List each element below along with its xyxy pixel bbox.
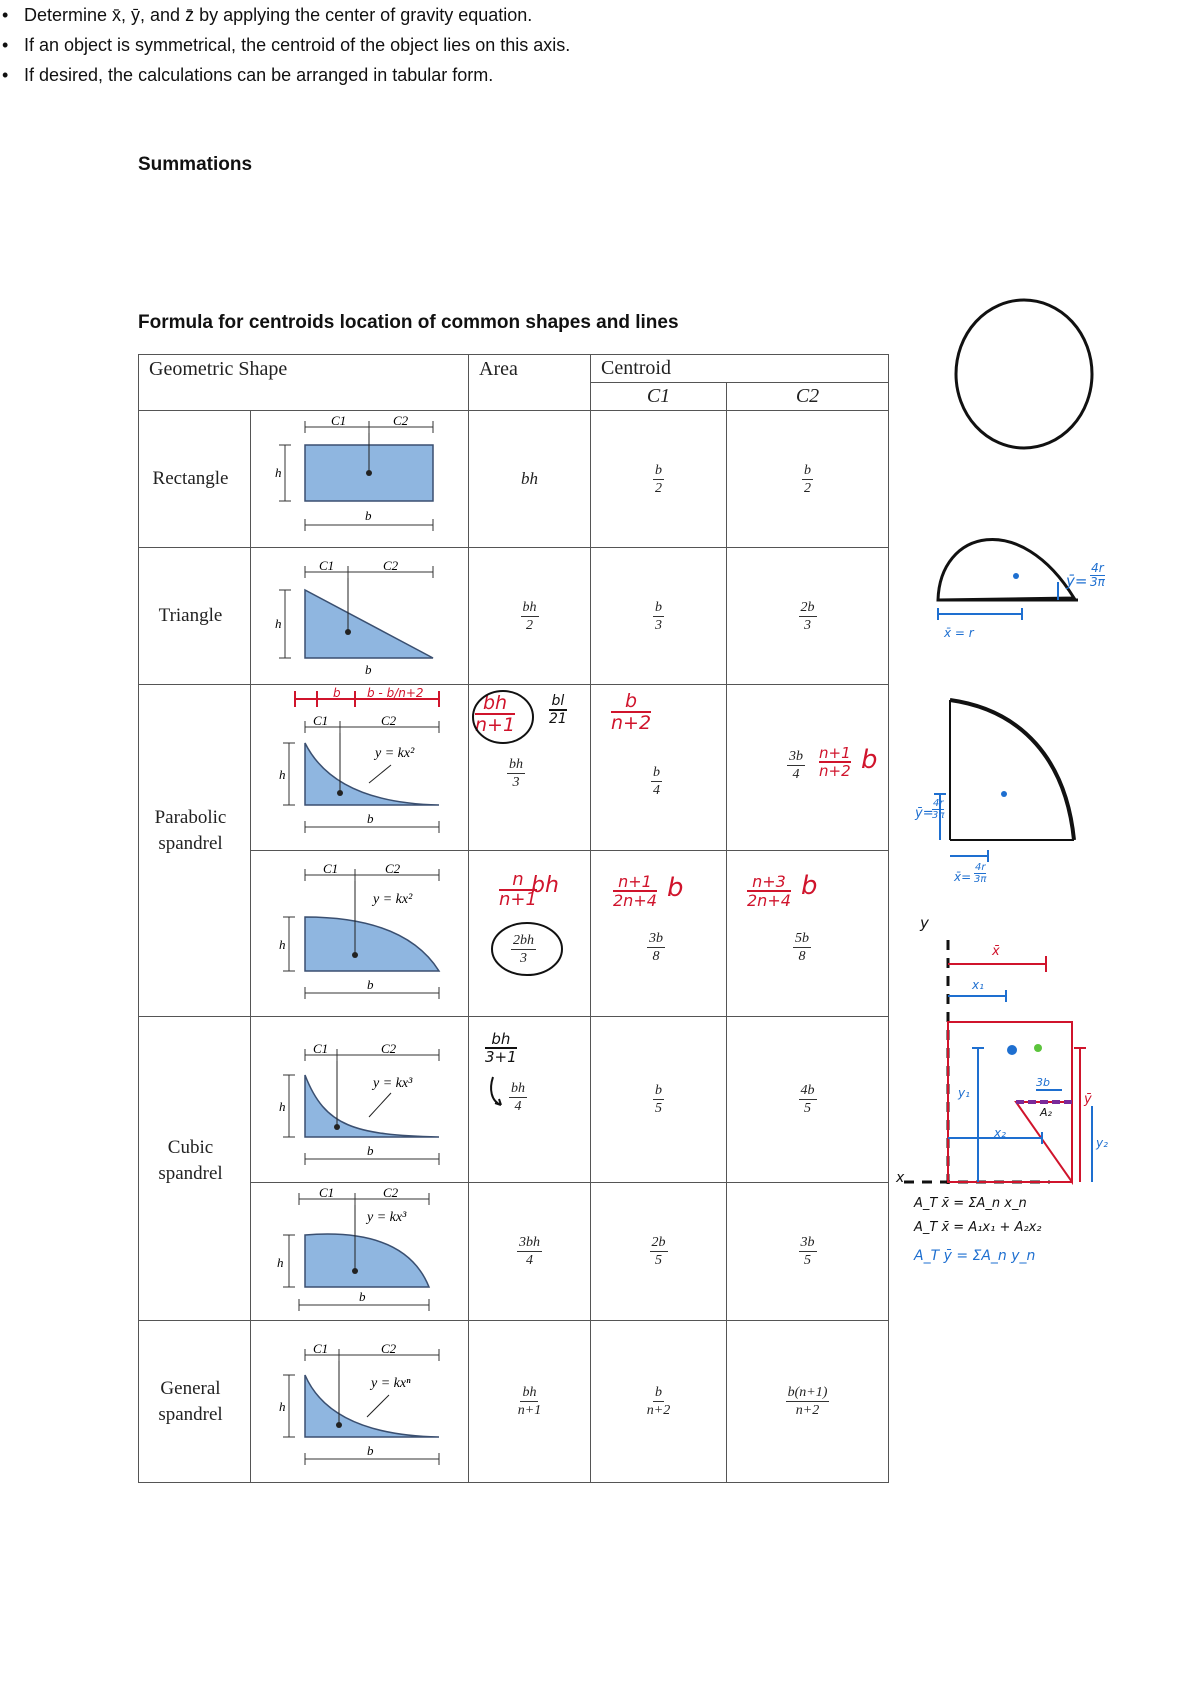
c1-fraction — [645, 1385, 672, 1418]
handwritten-c2-b: b — [861, 745, 878, 775]
area-cell — [469, 548, 591, 685]
c2-label: C2 — [380, 713, 396, 728]
numerator: b — [655, 462, 662, 478]
c1-cell — [591, 1017, 727, 1183]
hw-num: bh — [475, 693, 515, 715]
centroid-dot — [1001, 791, 1007, 797]
triangle-figure — [255, 550, 465, 678]
hw-num: bh — [485, 1031, 517, 1049]
parabolic-figure — [255, 685, 465, 845]
b-label: b — [366, 977, 373, 992]
quarter-x-prefix: x̄= — [954, 870, 972, 884]
c2-cell — [727, 411, 889, 548]
hw-num: n — [499, 871, 537, 891]
handwritten-c2 — [747, 873, 791, 909]
area-cell — [469, 851, 591, 1017]
denominator: 5 — [655, 1253, 662, 1268]
bullet-item — [0, 30, 1200, 60]
area-fraction — [511, 933, 536, 966]
table-row — [139, 1183, 889, 1321]
handwritten-c2-b: b — [801, 871, 818, 901]
semi-x-label: x̄ = r — [944, 626, 974, 640]
c1-label: C1 — [312, 713, 328, 728]
denominator: n+2 — [795, 1403, 820, 1418]
b-label: b — [364, 507, 371, 523]
hw-num: n+1 — [819, 744, 851, 762]
bullet-item — [0, 0, 1200, 30]
shape-name: Triangle — [139, 548, 251, 685]
area-fraction — [516, 1385, 543, 1418]
denominator: 5 — [655, 1101, 662, 1116]
c2-cell — [727, 1017, 889, 1183]
y2-label: y₂ — [1096, 1136, 1108, 1150]
numerator: b — [804, 462, 811, 478]
equation-2: A_T x̄ = A₁x₁ + A₂x₂ — [914, 1220, 1042, 1235]
hw-num: n+3 — [747, 873, 791, 892]
numerator: 3b — [649, 931, 663, 946]
axis-x-label: x — [896, 1170, 905, 1186]
triangle-figure-cell — [251, 548, 469, 685]
hw-den: 3+1 — [485, 1048, 517, 1066]
b-label: b — [366, 811, 373, 826]
denominator: 8 — [798, 949, 806, 964]
bullet-list — [0, 0, 1200, 90]
c1-label: C1 — [312, 1041, 328, 1056]
parabolic-complement-figure — [255, 851, 465, 1011]
c2-cell — [727, 685, 889, 851]
denominator: 3 — [512, 775, 520, 790]
table-row — [139, 685, 889, 851]
area-cell — [469, 411, 591, 548]
y1-label: y₁ — [958, 1086, 970, 1100]
denominator: 2 — [655, 480, 662, 496]
quarter-circle-sketch — [906, 690, 1096, 870]
b-label: b — [364, 661, 371, 677]
c2-cell — [727, 1183, 889, 1321]
hw-den: 21 — [549, 711, 567, 727]
xbar-label: x̄ — [992, 944, 1000, 959]
numerator: bh — [511, 1081, 525, 1096]
hw-den: n+1 — [475, 714, 516, 736]
header-area: Area — [469, 355, 591, 411]
denominator: 2 — [526, 617, 533, 633]
bullet-text: Determine x̄, ȳ, and z̄ by applying the center of gravity equation. — [24, 5, 533, 25]
cubic-figure-cell — [251, 1017, 469, 1183]
handwritten-b-minus: b - b/n+2 — [366, 686, 424, 700]
hand-circle — [469, 687, 539, 747]
denominator: n+1 — [517, 1403, 542, 1418]
shape-name: Parabolic spandrel — [139, 685, 251, 1017]
ybar-label: ȳ — [1084, 1092, 1092, 1107]
shape-name: Cubic spandrel — [139, 1017, 251, 1321]
general-spandrel-figure — [255, 1321, 465, 1477]
semi-y-fraction — [1090, 562, 1105, 589]
handwritten-area-bh: bh — [531, 873, 559, 898]
c2-cell — [727, 1321, 889, 1483]
handwritten-c1 — [613, 873, 657, 909]
numerator: b — [653, 765, 660, 780]
cubic-complement-figure — [255, 1183, 465, 1315]
numerator: bh — [522, 599, 537, 615]
semi-y-prefix: ȳ= — [1066, 572, 1088, 590]
c2-fraction — [799, 600, 817, 633]
cubic-equation: y = kx³ — [366, 1210, 406, 1225]
equation-1: A_T x̄ = ΣA_n x_n — [914, 1196, 1027, 1211]
h-label: h — [278, 1399, 285, 1414]
hand-arrow — [487, 1075, 507, 1111]
hw-num: n+1 — [613, 873, 657, 892]
c2-label: C2 — [380, 1341, 396, 1356]
area-cell — [469, 685, 591, 851]
c2-label: C2 — [392, 412, 408, 428]
numerator: b(n+1) — [787, 1385, 828, 1400]
c2-label: C2 — [382, 557, 398, 573]
c1-fraction — [650, 1235, 668, 1268]
numerator: b — [655, 599, 662, 615]
header-shape: Geometric Shape — [139, 355, 469, 411]
numerator: b — [655, 1083, 662, 1098]
quarter-x-fraction — [974, 862, 986, 885]
bullet-item — [0, 60, 1200, 90]
quarter-y-fraction — [932, 798, 944, 821]
area-cell — [469, 1183, 591, 1321]
area-cell — [469, 1017, 591, 1183]
c2-fraction — [799, 1083, 817, 1116]
area-fraction — [517, 1235, 542, 1268]
general-equation: y = kxⁿ — [370, 1376, 410, 1391]
c1-cell — [591, 411, 727, 548]
denominator: 3π — [1090, 575, 1105, 589]
denominator: 4 — [526, 1253, 533, 1268]
denominator: 3 — [655, 617, 662, 633]
header-c2: C2 — [727, 383, 889, 411]
general-figure-cell — [251, 1321, 469, 1483]
denominator: 2 — [804, 480, 811, 496]
area-fraction — [507, 757, 525, 790]
denominator: 4 — [653, 783, 660, 798]
numerator: b — [654, 1385, 662, 1400]
cubic-figure-cell — [251, 1183, 469, 1321]
c1-fraction — [653, 463, 664, 496]
denominator: 3 — [804, 617, 811, 633]
h-label: h — [278, 767, 285, 782]
c1-cell — [591, 548, 727, 685]
c1-fraction — [653, 1083, 664, 1116]
header-c1: C1 — [591, 383, 727, 411]
denominator: 3 — [520, 951, 527, 966]
c2-label: C2 — [380, 1041, 396, 1056]
c1-fraction — [651, 765, 662, 798]
numerator: 3b — [789, 749, 803, 764]
cubic-figure — [255, 1017, 465, 1177]
handwritten-area-alt — [549, 693, 567, 727]
c2-cell — [727, 851, 889, 1017]
table-row — [139, 411, 889, 548]
shape-name: General spandrel — [139, 1321, 251, 1483]
area-fraction — [509, 1081, 527, 1114]
numerator: bh — [509, 757, 523, 772]
area-fraction — [521, 600, 539, 633]
section-heading: Summations — [138, 154, 253, 175]
c2-fraction — [793, 931, 811, 964]
bullet-text: If an object is symmetrical, the centroid of the object lies on this axis. — [24, 35, 571, 55]
area-value: bh — [521, 469, 538, 488]
c2-label: C2 — [382, 1185, 398, 1200]
numerator: 4r — [974, 862, 986, 873]
equation-3: A_T ȳ = ΣA_n y_n — [914, 1248, 1036, 1264]
c1-cell — [591, 851, 727, 1017]
bullet-text: If desired, the calculations can be arranged in tabular form. — [24, 65, 494, 85]
numerator: bh — [522, 1385, 537, 1400]
numerator: 2b — [800, 599, 815, 615]
centroid-dot — [1013, 573, 1019, 579]
x1-label: x₁ — [972, 978, 984, 992]
table-row — [139, 851, 889, 1017]
denominator: 4 — [514, 1099, 522, 1114]
c2-cell — [727, 548, 889, 685]
rectangle-figure — [255, 413, 465, 541]
numerator: 3b — [800, 1235, 815, 1250]
table-row — [139, 1017, 889, 1183]
hw-den: n+1 — [499, 889, 537, 910]
numerator: 3bh — [519, 1235, 540, 1250]
c1-cell — [591, 685, 727, 851]
shape-name: Rectangle — [139, 411, 251, 548]
c1-cell — [591, 1321, 727, 1483]
parabolic-figure-cell — [251, 851, 469, 1017]
c1-label: C1 — [318, 557, 334, 573]
handwritten-c1-b: b — [667, 873, 684, 903]
a2-label: A₂ — [1040, 1106, 1052, 1119]
c1-label: C1 — [312, 1341, 328, 1356]
denominator: 4 — [792, 767, 800, 782]
quarter-y-prefix: ȳ= — [915, 806, 934, 821]
hw-num: b — [611, 691, 651, 713]
hw-den: n+2 — [819, 762, 851, 780]
b-label: b — [366, 1443, 373, 1458]
hw-num: bl — [549, 693, 567, 711]
circle-sketch — [950, 290, 1110, 460]
h-label: h — [276, 1255, 283, 1270]
c2-fraction — [799, 1235, 817, 1268]
denominator: 5 — [804, 1253, 811, 1268]
numerator: 4r — [932, 798, 944, 809]
area-cell — [469, 1321, 591, 1483]
b-label: b — [366, 1143, 373, 1158]
centroid-dot — [1034, 1044, 1042, 1052]
table-row — [139, 548, 889, 685]
hw-den: n+2 — [611, 712, 652, 734]
handwritten-area — [485, 1031, 517, 1065]
c1-label: C1 — [322, 861, 338, 876]
table-title: Formula for centroids location of common shapes and lines — [138, 312, 679, 333]
c1-fraction — [653, 600, 664, 633]
c1-label: C1 — [330, 412, 346, 428]
centroid-dot — [1007, 1045, 1017, 1055]
tri-b-label: 3b — [1036, 1076, 1050, 1089]
h-label: h — [274, 464, 281, 480]
hw-den: 2n+4 — [613, 891, 657, 910]
semicircle-sketch — [930, 510, 1100, 630]
x2-label: x₂ — [994, 1126, 1006, 1140]
c1-cell — [591, 1183, 727, 1321]
numerator: 4r — [1091, 561, 1104, 575]
parabola-equation: y = kx² — [372, 892, 412, 907]
hw-den: 2n+4 — [747, 891, 791, 910]
header-centroid: Centroid — [591, 355, 889, 383]
axis-y-label: y — [920, 914, 929, 932]
numerator: 2bh — [513, 933, 534, 948]
c1-label: C1 — [318, 1185, 334, 1200]
numerator: 4b — [800, 1083, 815, 1098]
denominator: 5 — [804, 1101, 811, 1116]
rectangle-figure-cell — [251, 411, 469, 548]
c2-label: C2 — [384, 861, 400, 876]
c2-fraction — [786, 1385, 830, 1418]
b-label: b — [358, 1289, 365, 1304]
parabolic-figure-cell — [251, 685, 469, 851]
parabola-equation: y = kx² — [374, 746, 414, 761]
cubic-equation: y = kx³ — [372, 1076, 412, 1091]
handwritten-b: b — [332, 686, 341, 700]
c1-fraction — [647, 931, 665, 964]
handwritten-c1 — [611, 691, 651, 733]
handwritten-c2 — [819, 745, 851, 779]
denominator: 3π — [974, 874, 987, 885]
h-label: h — [278, 1099, 285, 1114]
numerator: 2b — [651, 1235, 666, 1250]
h-label: h — [274, 615, 281, 631]
composite-shape-sketch — [900, 920, 1096, 1190]
numerator: 5b — [795, 931, 809, 946]
centroid-table — [138, 354, 889, 1483]
c2-fraction — [802, 463, 813, 496]
denominator: n+2 — [646, 1403, 671, 1418]
h-label: h — [278, 937, 285, 952]
denominator: 8 — [652, 949, 660, 964]
denominator: 3π — [932, 810, 945, 821]
table-row — [139, 1321, 889, 1483]
c2-fraction — [787, 749, 805, 782]
